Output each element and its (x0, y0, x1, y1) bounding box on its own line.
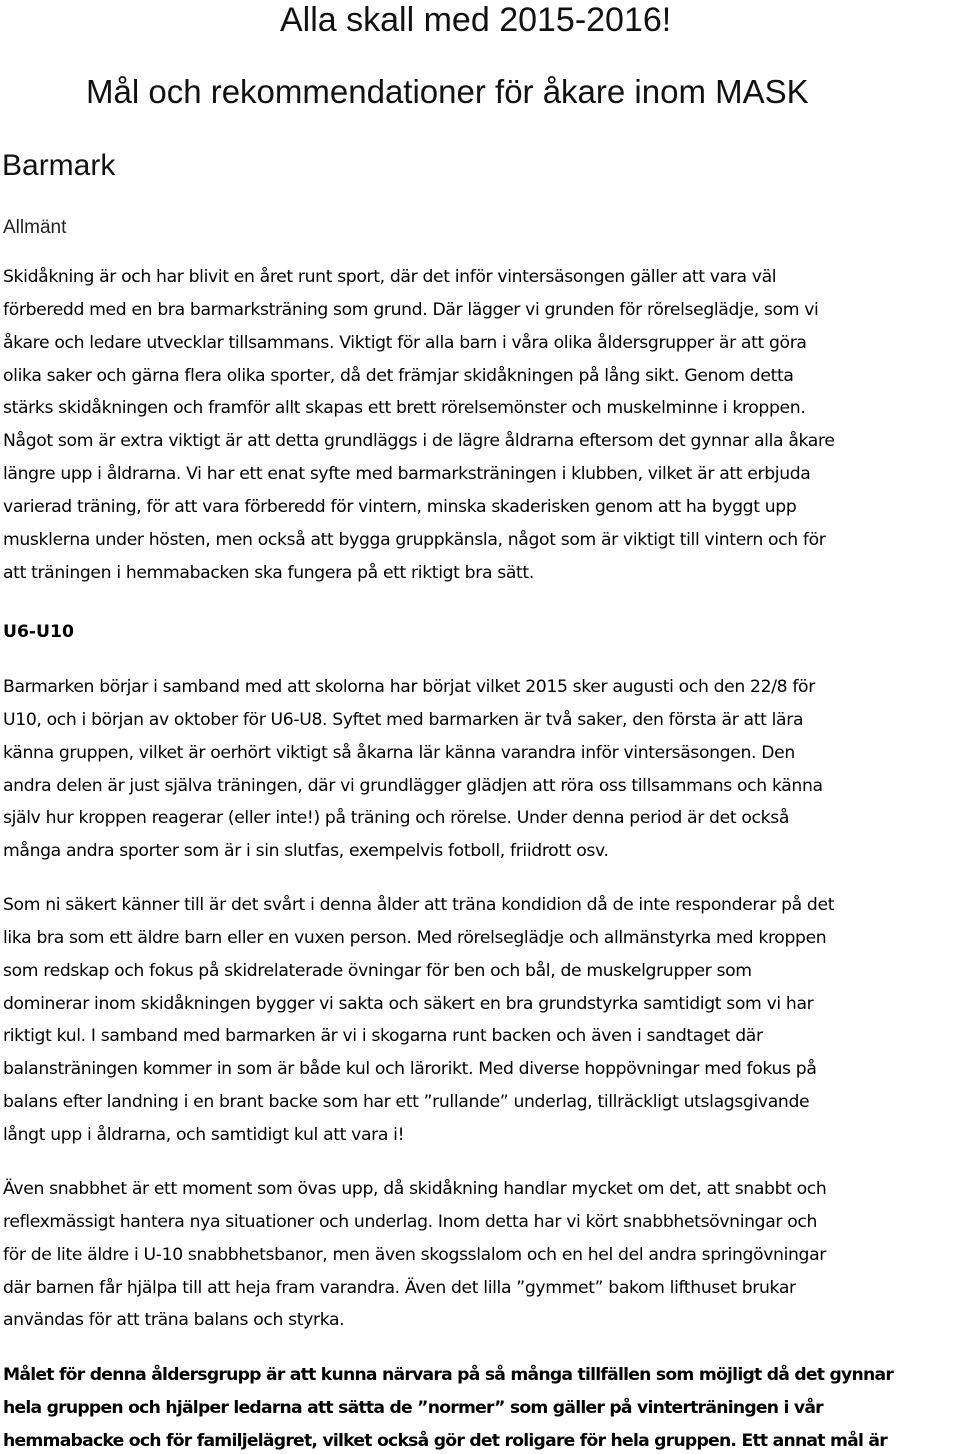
section-heading: Barmark (2, 149, 116, 182)
paragraph-u6-u10-3: Även snabbhet är ett moment som övas upp, då skidåkning handlar mycket om det, att snabbt och reflexmässigt hantera nya situationer och underlag. Inom detta har vi kört snabbhetsövningar och för de lite äldre i U-10 snabbhetsbanor, men även skogsslalom och en hel del andra springövningar där barnen får hjälpa till att heja fram varandra. Även det lilla ”gymmet” bakom lifthuset brukar användas för att träna balans och styrka. (3, 1179, 827, 1331)
paragraph-goal: Målet för denna åldersgrupp är att kunna närvara på så många tillfällen som möjligt då det gynnar hela gruppen och hjälper ledarna att sätta de ”normer” som gäller på vinterträningen i vår hemmabacke och för familjelägret, vilket också gör det roligare för hela gruppen. Ett annat mål är (3, 1365, 894, 1451)
subsection-heading-general: Allmänt (3, 217, 67, 238)
subsection-heading-u6-u10: U6-U10 (3, 622, 74, 642)
document-subtitle: Mål och rekommendationer för åkare inom MASK (86, 73, 809, 110)
paragraph-u6-u10-2: Som ni säkert känner till är det svårt i denna ålder att träna kondidion då de inte responderar på det lika bra som ett äldre barn eller en vuxen person. Med rörelseglädje och allmänstyrka med kroppen som redskap och fokus på skidrelaterade övningar för ben och bål, de muskelgrupper som dominerar inom skidåkningen bygger vi sakta och säkert en bra grundstyrka samtidigt som vi har riktigt kul. I samband med barmarken är vi i skogarna runt backen och även i sandtaget där balansträningen kommer in som är både kul och lärorikt. Med diverse hoppövningar med fokus på balans efter landning i en brant backe som har ett ”rullande” underlag, tillräckligt utslagsgivande långt upp i åldrarna, och samtidigt kul att vara i! (3, 895, 835, 1145)
paragraph-u6-u10-1: Barmarken börjar i samband med att skolorna har börjat vilket 2015 sker augusti och den 22/8 för U10, och i början av oktober för U6-U8. Syftet med barmarken är två saker, den första är att lära känna gruppen, vilket är oerhört viktigt så åkarna lär känna varandra inför vintersäsongen. Den andra delen är just själva träningen, där vi grundlägger glädjen att röra oss tillsammans och känna själv hur kroppen reagerar (eller inte!) på träning och rörelse. Under denna period är det också många andra sporter som är i sin slutfas, exempelvis fotboll, friidrott osv. (3, 677, 823, 862)
document-title: Alla skall med 2015-2016! (280, 1, 672, 39)
paragraph-general: Skidåkning är och har blivit en året runt sport, där det inför vintersäsongen gäller att vara väl förberedd med en bra barmarksträning som grund. Där lägger vi grunden för rörelseglädje, som vi åkare och ledare utvecklar tillsammans. Viktigt för alla barn i våra olika åldersgrupper är att göra olika saker och gärna flera olika sporter, då det främjar skidåkningen på lång sikt. Genom detta stärks skidåkningen och framför allt skapas ett brett rörelsemönster och muskelminne i kroppen. Något som är extra viktigt är att detta grundläggs i de lägre åldrarna eftersom det gynnar alla åkare längre upp i åldrarna. Vi har ett enat syfte med barmarksträningen i klubben, vilket är att erbjuda varierad träning, för att vara förberedd för vintern, minska skaderisken genom att ha byggt upp musklerna under hösten, men också att bygga gruppkänsla, något som är viktigt till vintern och för att träningen i hemmabacken ska fungera på ett riktigt bra sätt. (3, 267, 835, 583)
